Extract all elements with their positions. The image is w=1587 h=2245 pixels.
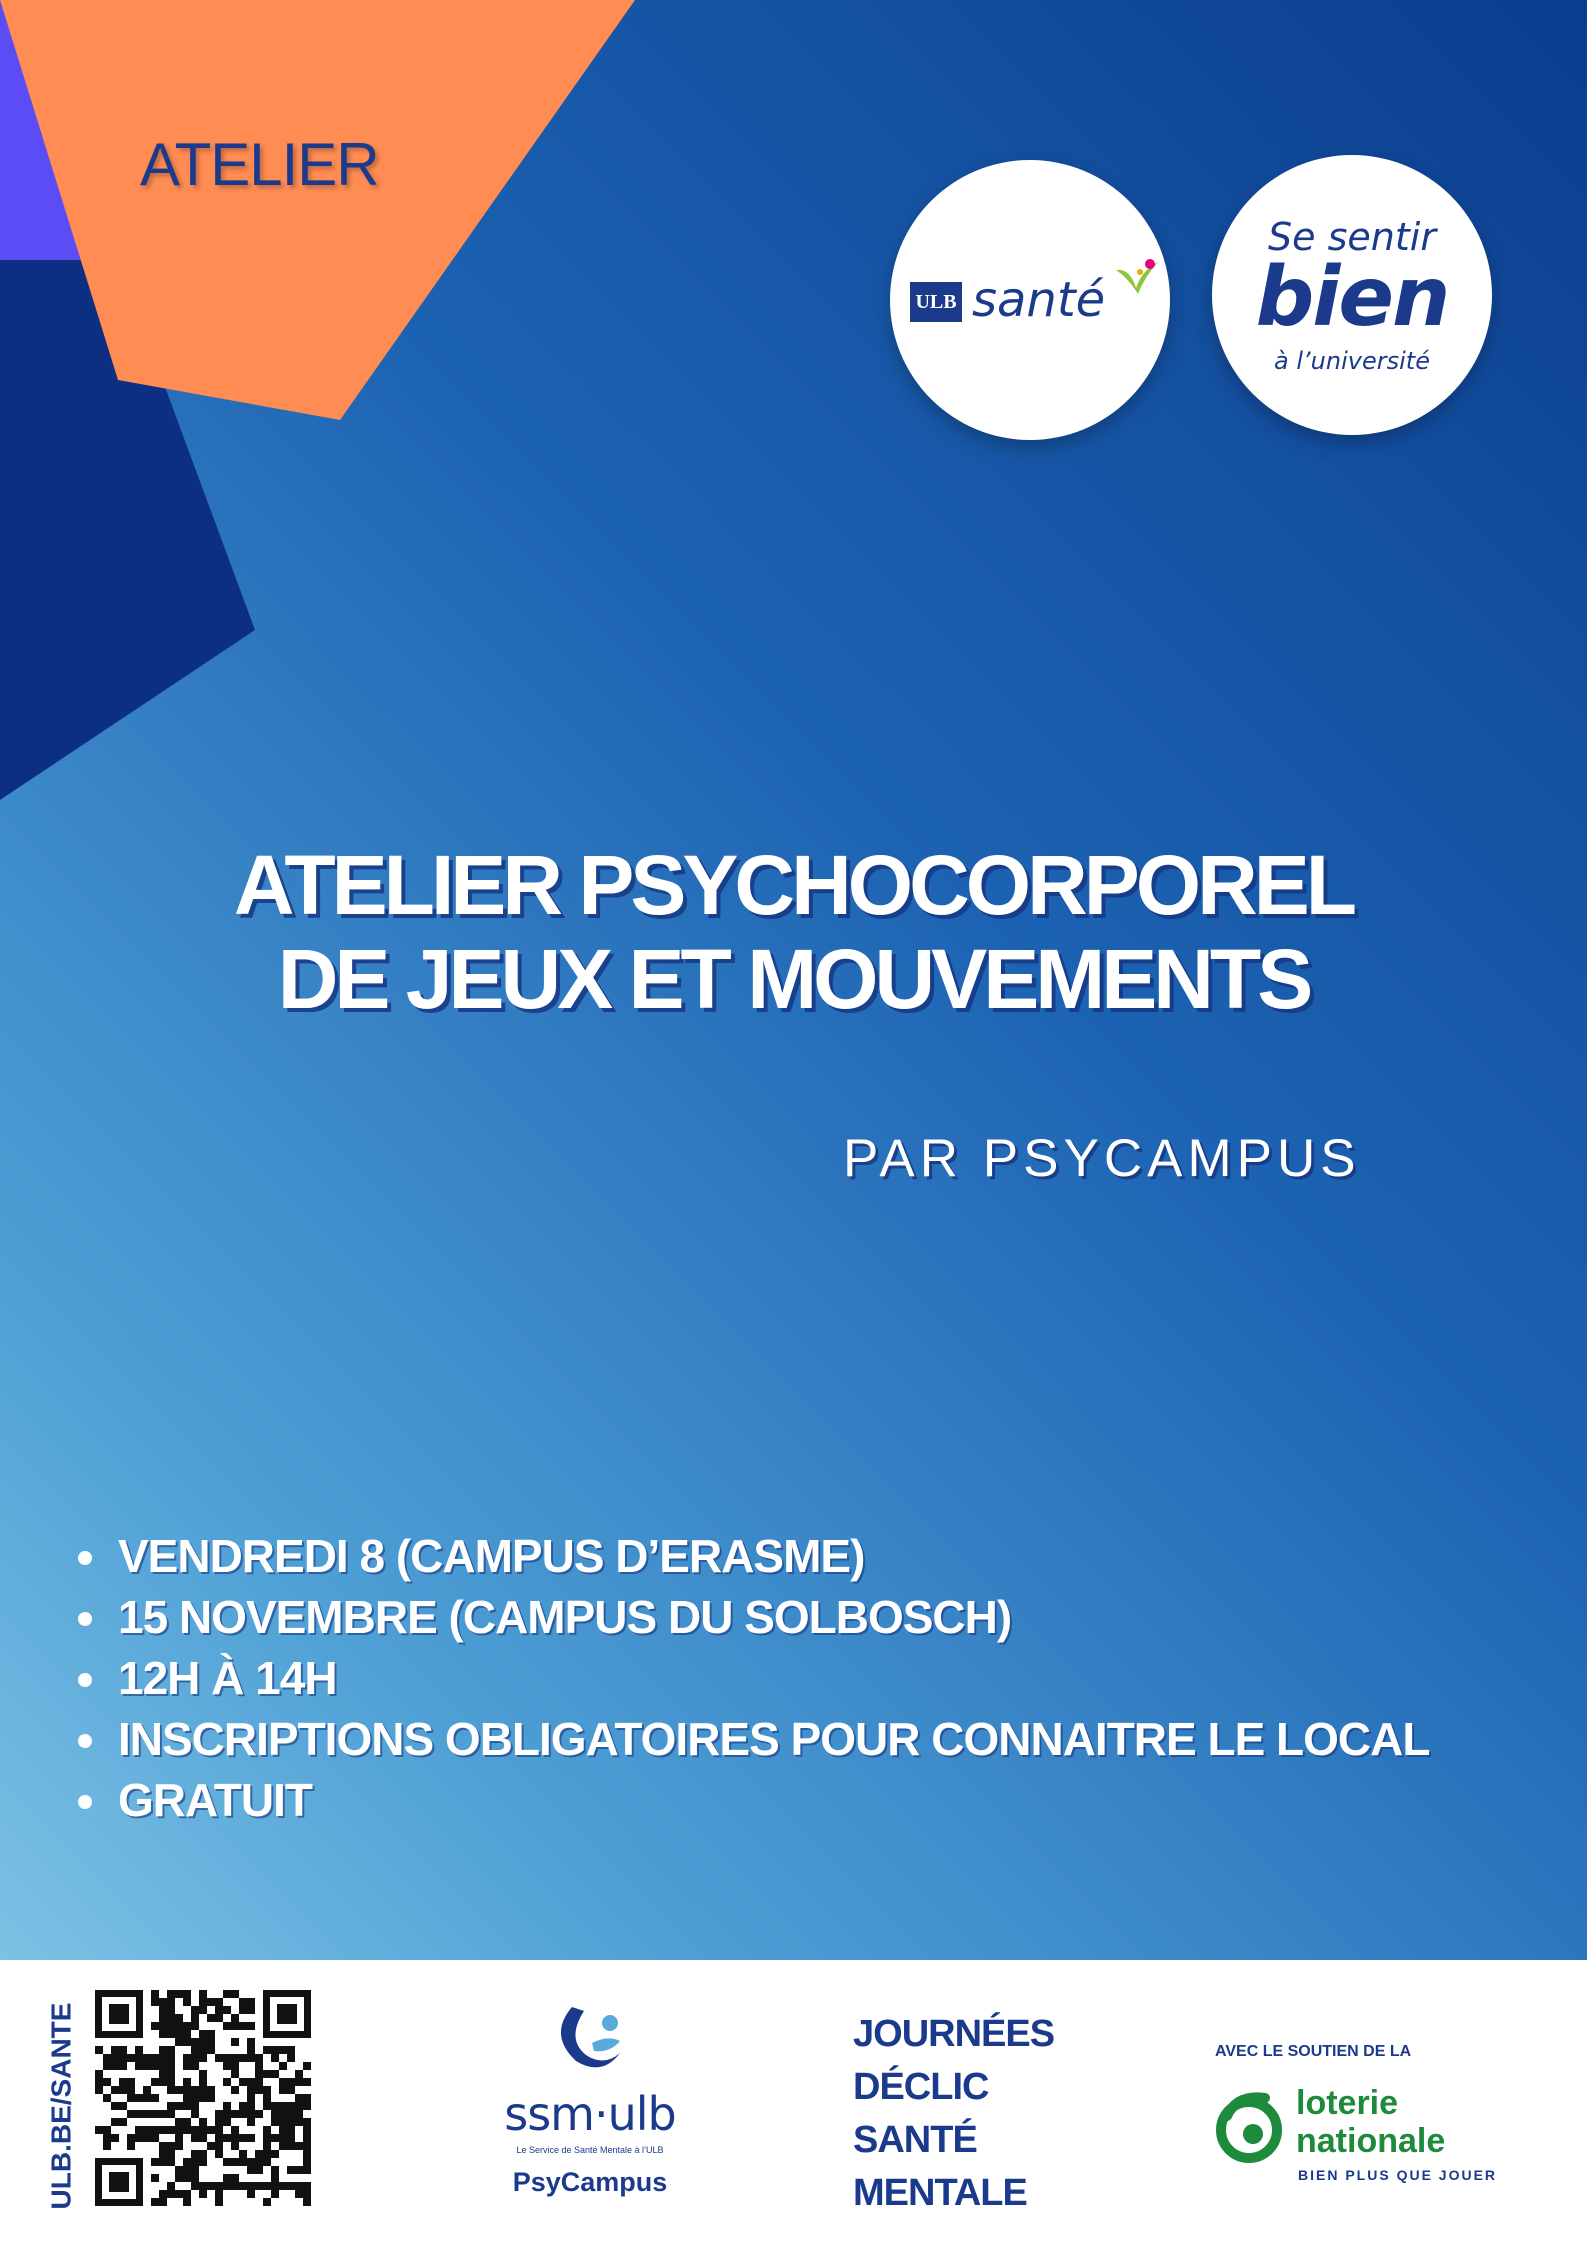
detail-item: 12H À 14H [78, 1648, 1429, 1709]
ssm-ulb-logo [480, 1995, 700, 2225]
ulb-sante-logo [890, 160, 1170, 440]
event-subtitle: PAR PSYCAMPUS [843, 1129, 1361, 1188]
detail-item: 15 NOVEMBRE (CAMPUS DU SOLBOSCH) [78, 1587, 1429, 1648]
journees-line: JOURNÉES [853, 2013, 1055, 2055]
title-line-1: ATELIER PSYCHOCORPOREL [233, 838, 1354, 932]
sponsor-intro: AVEC LE SOUTIEN DE LA [1215, 2043, 1412, 2060]
atelier-tag: ATELIER [140, 131, 379, 198]
bien-logo-bottom: à l’université [1274, 347, 1430, 375]
loterie-slogan: BIEN PLUS QUE JOUER [1298, 2167, 1498, 2183]
bien-logo-main: bien [1255, 250, 1449, 345]
ulb-box: ULB [910, 282, 962, 322]
event-details [78, 1526, 1429, 1831]
journees-line: DÉCLIC [853, 2066, 989, 2108]
loterie-name-line: loterie [1296, 2084, 1399, 2122]
loterie-six-icon [1213, 2092, 1285, 2164]
ssm-swirl-icon [480, 1995, 700, 2087]
bien-logo-top: Se sentir [1268, 215, 1436, 259]
ssm-name: ssm·ulb [504, 2087, 676, 2141]
se-sentir-bien-logo [1212, 155, 1492, 435]
sante-leaf-icon [1112, 258, 1162, 298]
detail-item: VENDREDI 8 (CAMPUS D’ERASME) [78, 1526, 1429, 1587]
detail-item: INSCRIPTIONS OBLIGATOIRES POUR CONNAITRE LE LOCAL [78, 1709, 1429, 1770]
ssm-caption: Le Service de Santé Mentale à l’ULB [516, 2145, 664, 2155]
journees-line: MENTALE [853, 2172, 1027, 2214]
qr-code-icon[interactable] [95, 1990, 311, 2206]
loterie-name-line: nationale [1296, 2122, 1446, 2160]
ssm-psycampus: PsyCampus [512, 2167, 668, 2197]
loterie-name [1296, 2084, 1445, 2160]
ulb-sante-word: santé [972, 272, 1106, 328]
journees-line: SANTÉ [853, 2119, 977, 2161]
detail-item: GRATUIT [78, 1770, 1429, 1831]
decorative-shapes [0, 0, 640, 820]
journees-declic [853, 2008, 1054, 2220]
footer-url[interactable] [45, 1996, 77, 2216]
footer-url-text: ULB.BE/SANTE [45, 2002, 76, 2210]
title-line-2: DE JEUX ET MOUVEMENTS [277, 932, 1310, 1026]
event-title [0, 838, 1587, 1026]
